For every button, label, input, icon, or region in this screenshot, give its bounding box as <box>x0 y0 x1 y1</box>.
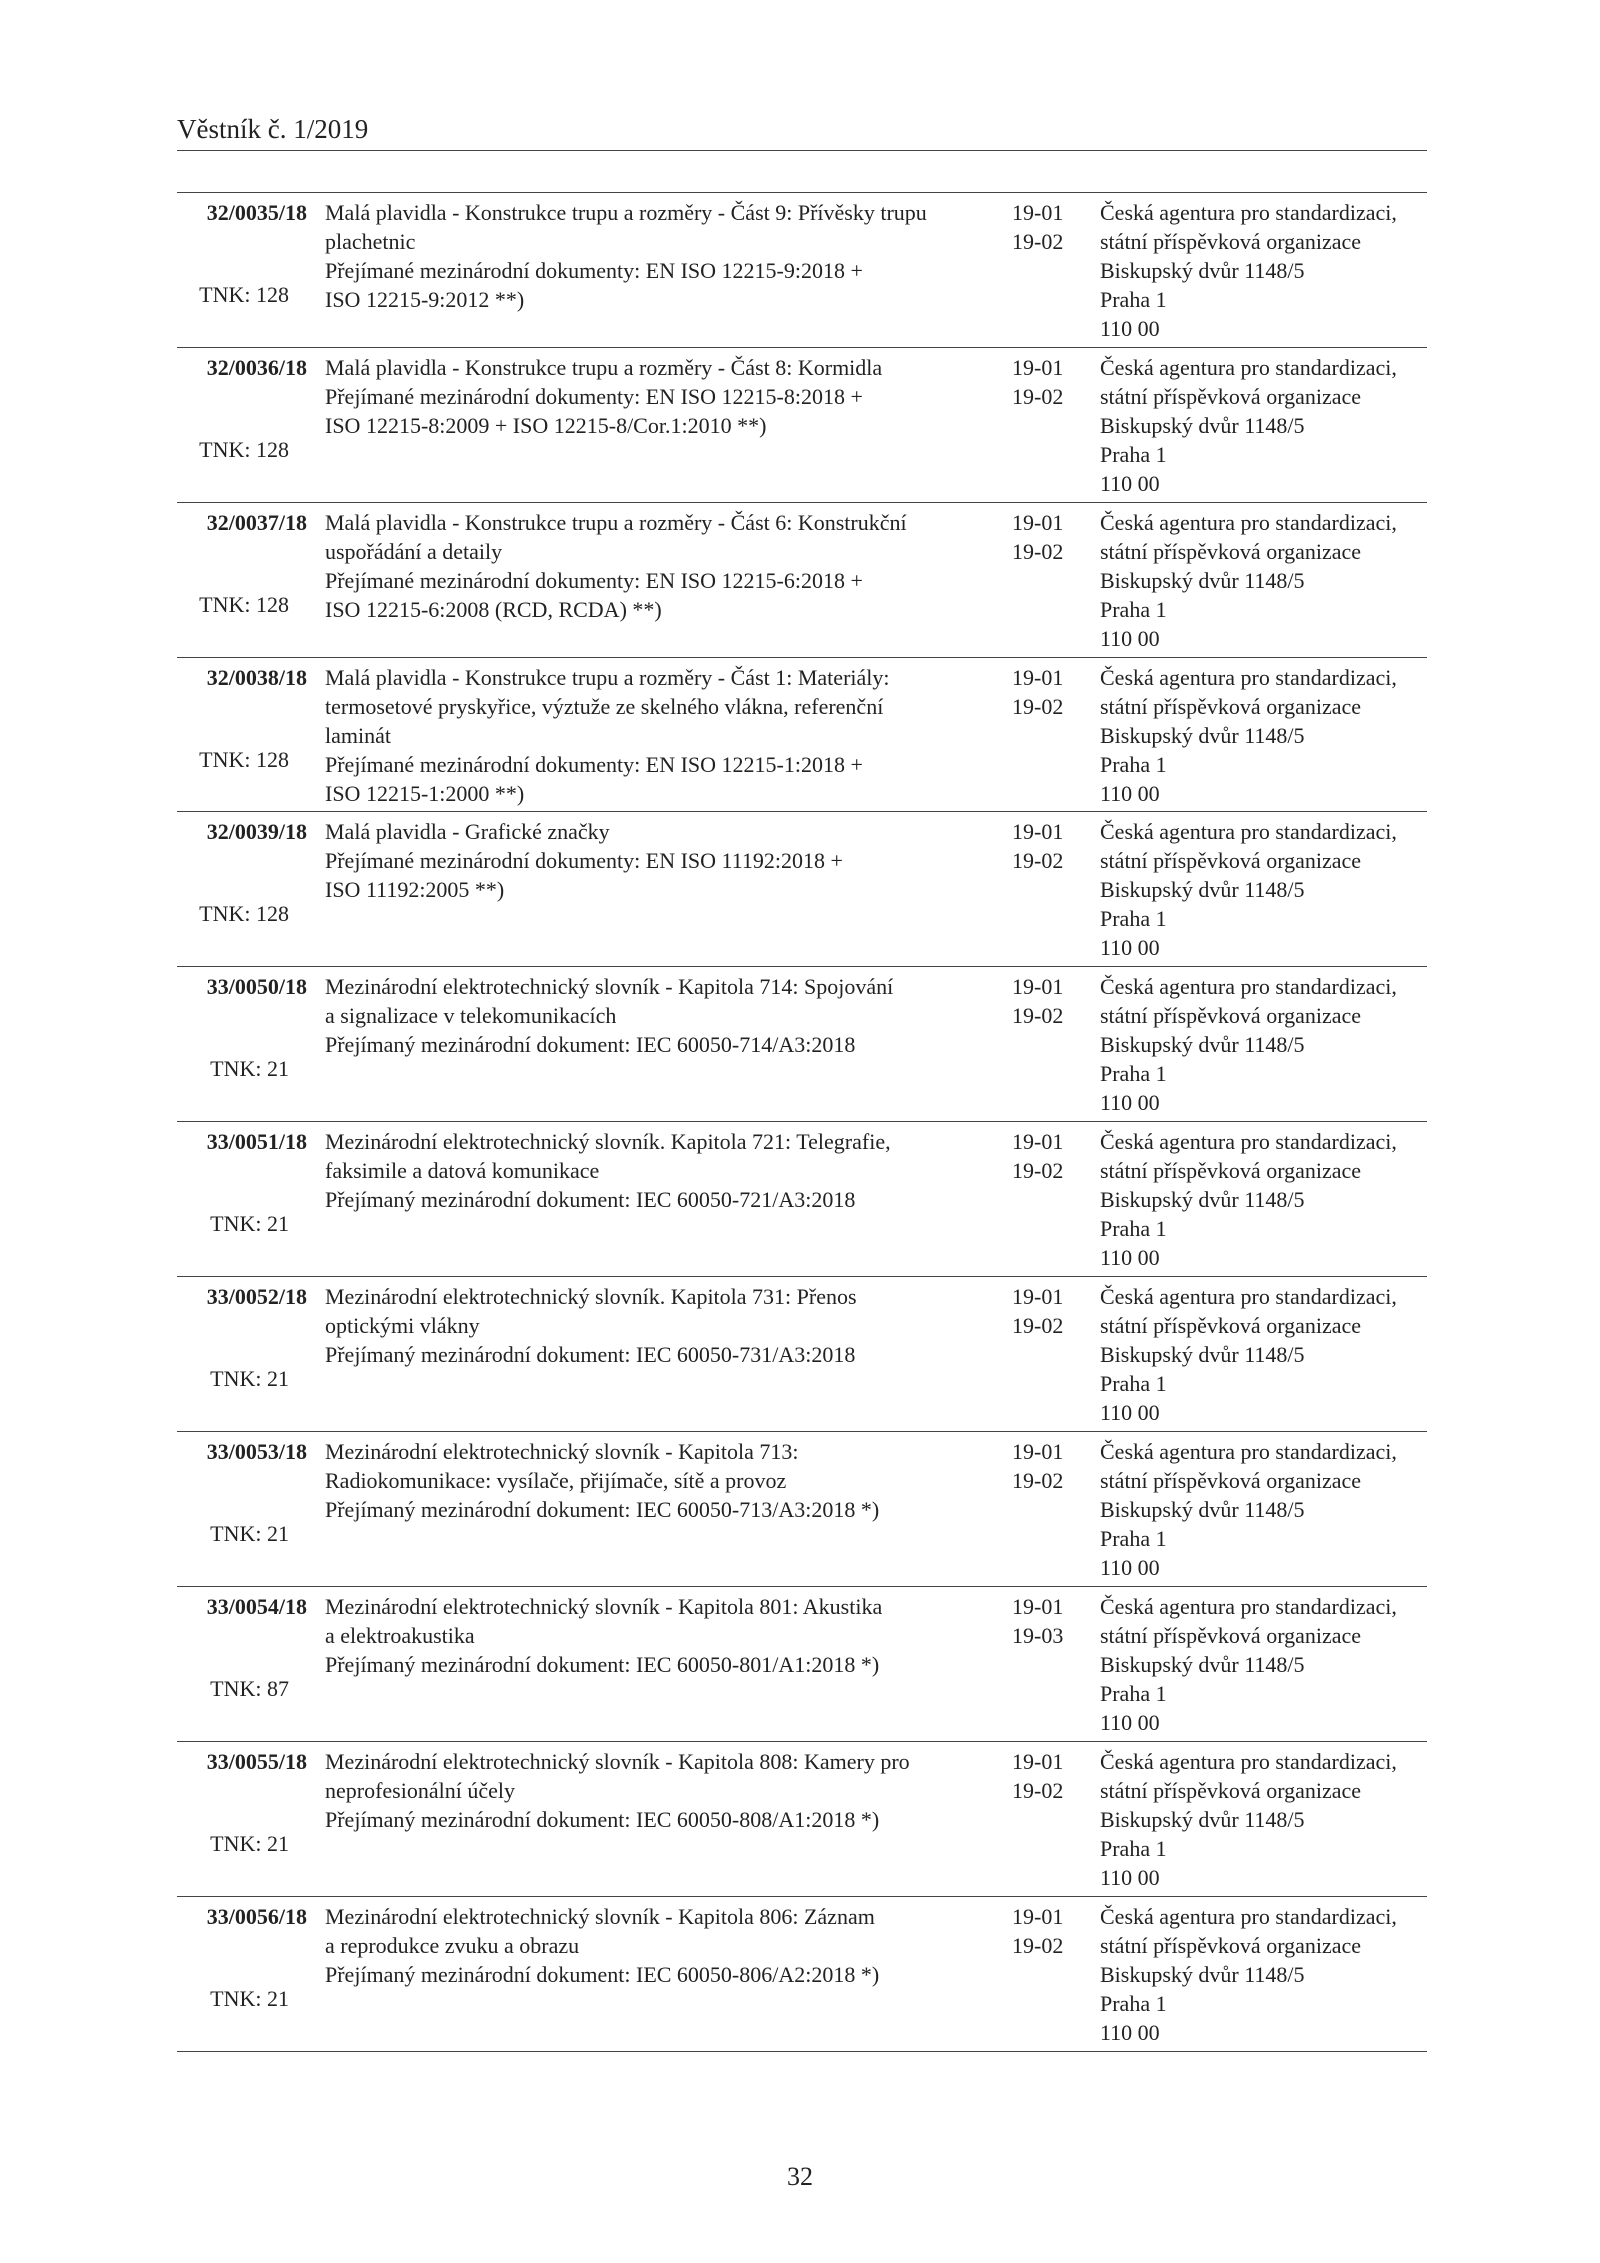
entry-title-line: plachetnic <box>325 229 416 254</box>
entry-organization-line: státní příspěvková organizace <box>1100 384 1362 409</box>
entry-title <box>325 198 927 314</box>
entry-organization-line: 110 00 <box>1100 935 1160 960</box>
entry-organization-line: 110 00 <box>1100 1555 1160 1580</box>
entry-organization-line: státní příspěvková organizace <box>1100 694 1362 719</box>
entry-title-line: a elektroakustika <box>325 1623 475 1648</box>
entry-organization-line: Česká agentura pro standardizaci, <box>1100 1594 1397 1619</box>
entry-organization-line: Biskupský dvůr 1148/5 <box>1100 568 1305 593</box>
entry-title-line: Malá plavidla - Grafické značky <box>325 819 610 844</box>
entry-organization-line: Biskupský dvůr 1148/5 <box>1100 258 1305 283</box>
entry-date: 19-01 <box>1012 1904 1064 1929</box>
entry-title-line: Přejímaný mezinárodní dokument: IEC 60050-714/A3:2018 <box>325 1032 856 1057</box>
entry-organization-line: Česká agentura pro standardizaci, <box>1100 1129 1397 1154</box>
entry-dates <box>1012 198 1082 256</box>
entry-number: 33/0051/18 <box>206 1129 307 1154</box>
entry-organization-line: Česká agentura pro standardizaci, <box>1100 510 1397 535</box>
entry-organization-line: Praha 1 <box>1100 442 1167 467</box>
entry-dates <box>1012 1592 1082 1650</box>
entry-number: 33/0053/18 <box>206 1439 307 1464</box>
entry-organization-line: státní příspěvková organizace <box>1100 1623 1362 1648</box>
table-row <box>177 1122 1427 1277</box>
entry-organization <box>1100 353 1430 498</box>
entry-tnk: TNK: 128 <box>199 437 289 462</box>
entry-title-line: ISO 12215-9:2012 **) <box>325 287 525 312</box>
entry-title-line: termosetové pryskyřice, výztuže ze skelného vlákna, referenční <box>325 694 884 719</box>
entry-dates <box>1012 972 1082 1030</box>
entry-number: 32/0036/18 <box>206 355 307 380</box>
entry-title-line: Malá plavidla - Konstrukce trupu a rozměry - Část 9: Přívěsky trupu <box>325 200 927 225</box>
entry-organization-line: Praha 1 <box>1100 287 1167 312</box>
entry-organization-line: státní příspěvková organizace <box>1100 1468 1362 1493</box>
entry-date: 19-02 <box>1012 229 1064 254</box>
entry-organization-line: 110 00 <box>1100 1400 1160 1425</box>
entry-number: 32/0037/18 <box>206 510 307 535</box>
entry-tnk: TNK: 128 <box>199 901 289 926</box>
entry-organization-line: Česká agentura pro standardizaci, <box>1100 200 1397 225</box>
entry-organization-line: 110 00 <box>1100 1090 1160 1115</box>
entry-title-line: Přejímané mezinárodní dokumenty: EN ISO 12215-8:2018 + <box>325 384 863 409</box>
entry-title-line: a signalizace v telekomunikacích <box>325 1003 617 1028</box>
entry-title-line: a reprodukce zvuku a obrazu <box>325 1933 580 1958</box>
entry-number: 33/0056/18 <box>206 1904 307 1929</box>
entry-title-line: ISO 12215-1:2000 **) <box>325 781 525 806</box>
entry-organization-line: 110 00 <box>1100 316 1160 341</box>
entry-dates <box>1012 1902 1082 1960</box>
entry-title-line: Přejímaný mezinárodní dokument: IEC 60050-801/A1:2018 *) <box>325 1652 880 1677</box>
entry-organization-line: státní příspěvková organizace <box>1100 229 1362 254</box>
entry-date: 19-01 <box>1012 1284 1064 1309</box>
entry-organization-line: Česká agentura pro standardizaci, <box>1100 355 1397 380</box>
entry-organization-line: Praha 1 <box>1100 1371 1167 1396</box>
entry-dates <box>1012 1747 1082 1805</box>
entry-organization <box>1100 1902 1430 2047</box>
entry-organization-line: Biskupský dvůr 1148/5 <box>1100 1497 1305 1522</box>
entry-title-line: neprofesionální účely <box>325 1778 515 1803</box>
entry-organization-line: Praha 1 <box>1100 1216 1167 1241</box>
entry-tnk: TNK: 21 <box>210 1521 289 1546</box>
entry-organization-line: 110 00 <box>1100 1710 1160 1735</box>
entry-organization-line: Česká agentura pro standardizaci, <box>1100 819 1397 844</box>
entry-dates <box>1012 353 1082 411</box>
entry-title-line: Přejímané mezinárodní dokumenty: EN ISO 11192:2018 + <box>325 848 843 873</box>
entry-title-line: Mezinárodní elektrotechnický slovník. Kapitola 731: Přenos <box>325 1284 857 1309</box>
entry-organization <box>1100 198 1430 343</box>
table-row <box>177 812 1427 967</box>
entry-organization-line: Biskupský dvůr 1148/5 <box>1100 723 1305 748</box>
entry-organization-line: státní příspěvková organizace <box>1100 1933 1362 1958</box>
entry-tnk: TNK: 87 <box>210 1676 289 1701</box>
entry-title-line: Mezinárodní elektrotechnický slovník - Kapitola 713: <box>325 1439 799 1464</box>
entry-organization-line: Česká agentura pro standardizaci, <box>1100 1904 1397 1929</box>
entry-organization <box>1100 972 1430 1117</box>
entry-title <box>325 1592 883 1679</box>
entry-date: 19-02 <box>1012 539 1064 564</box>
entry-date: 19-02 <box>1012 384 1064 409</box>
entry-date: 19-01 <box>1012 1129 1064 1154</box>
entry-tnk: TNK: 128 <box>199 282 289 307</box>
entry-title-line: faksimile a datová komunikace <box>325 1158 600 1183</box>
entry-date: 19-01 <box>1012 1594 1064 1619</box>
standards-table <box>177 192 1427 2052</box>
entry-date: 19-02 <box>1012 1158 1064 1183</box>
entry-organization-line: Biskupský dvůr 1148/5 <box>1100 1962 1305 1987</box>
entry-date: 19-02 <box>1012 694 1064 719</box>
entry-tnk: TNK: 21 <box>210 1831 289 1856</box>
entry-title-line: Mezinárodní elektrotechnický slovník - Kapitola 806: Záznam <box>325 1904 875 1929</box>
entry-organization-line: Praha 1 <box>1100 1836 1167 1861</box>
entry-title-line: Mezinárodní elektrotechnický slovník - Kapitola 808: Kamery pro <box>325 1749 910 1774</box>
entry-number: 32/0035/18 <box>206 200 307 225</box>
entry-organization-line: Praha 1 <box>1100 1526 1167 1551</box>
entry-organization-line: Biskupský dvůr 1148/5 <box>1100 1187 1305 1212</box>
entry-organization-line: Praha 1 <box>1100 752 1167 777</box>
page-number: 32 <box>787 2162 813 2191</box>
entry-title-line: uspořádání a detaily <box>325 539 503 564</box>
entry-date: 19-01 <box>1012 200 1064 225</box>
entry-date: 19-01 <box>1012 355 1064 380</box>
entry-organization-line: Česká agentura pro standardizaci, <box>1100 1439 1397 1464</box>
entry-title-line: Přejímaný mezinárodní dokument: IEC 60050-806/A2:2018 *) <box>325 1962 880 1987</box>
entry-organization-line: 110 00 <box>1100 471 1160 496</box>
entry-title-line: Mezinárodní elektrotechnický slovník. Kapitola 721: Telegrafie, <box>325 1129 891 1154</box>
bulletin-title: Věstník č. 1/2019 <box>177 114 369 144</box>
entry-organization-line: státní příspěvková organizace <box>1100 539 1362 564</box>
table-row <box>177 348 1427 503</box>
entry-title-line: Přejímaný mezinárodní dokument: IEC 60050-713/A3:2018 *) <box>325 1497 880 1522</box>
entry-organization-line: státní příspěvková organizace <box>1100 1158 1362 1183</box>
entry-title-line: Mezinárodní elektrotechnický slovník - Kapitola 714: Spojování <box>325 974 894 999</box>
entry-title <box>325 1437 880 1524</box>
entry-organization-line: Biskupský dvůr 1148/5 <box>1100 1032 1305 1057</box>
entry-organization-line: Praha 1 <box>1100 597 1167 622</box>
entry-tnk: TNK: 128 <box>199 592 289 617</box>
entry-title <box>325 972 894 1059</box>
entry-title-line: Přejímané mezinárodní dokumenty: EN ISO 12215-9:2018 + <box>325 258 863 283</box>
table-row <box>177 967 1427 1122</box>
entry-organization-line: Česká agentura pro standardizaci, <box>1100 974 1397 999</box>
entry-title-line: Malá plavidla - Konstrukce trupu a rozměry - Část 1: Materiály: <box>325 665 890 690</box>
entry-organization-line: státní příspěvková organizace <box>1100 1313 1362 1338</box>
entry-date: 19-02 <box>1012 1933 1064 1958</box>
entry-date: 19-02 <box>1012 1778 1064 1803</box>
entry-date: 19-02 <box>1012 1313 1064 1338</box>
entry-number: 33/0052/18 <box>206 1284 307 1309</box>
entry-organization-line: státní příspěvková organizace <box>1100 1778 1362 1803</box>
entry-title <box>325 1282 860 1369</box>
table-row <box>177 658 1427 812</box>
entry-title-line: laminát <box>325 723 391 748</box>
entry-tnk: TNK: 21 <box>210 1211 289 1236</box>
entry-dates <box>1012 1282 1082 1340</box>
table-row <box>177 1742 1427 1897</box>
entry-organization-line: státní příspěvková organizace <box>1100 1003 1362 1028</box>
entry-dates <box>1012 1127 1082 1185</box>
table-row <box>177 503 1427 658</box>
entry-organization-line: 110 00 <box>1100 781 1160 806</box>
entry-date: 19-02 <box>1012 1003 1064 1028</box>
entry-title-line: optickými vlákny <box>325 1313 480 1338</box>
table-row <box>177 1432 1427 1587</box>
entry-organization <box>1100 1127 1430 1272</box>
entry-organization-line: Praha 1 <box>1100 1061 1167 1086</box>
table-row <box>177 1897 1427 2052</box>
entry-tnk: TNK: 21 <box>210 1366 289 1391</box>
entry-organization <box>1100 663 1430 808</box>
entry-title-line: Mezinárodní elektrotechnický slovník - Kapitola 801: Akustika <box>325 1594 883 1619</box>
entry-title-line: Malá plavidla - Konstrukce trupu a rozměry - Část 6: Konstrukční <box>325 510 907 535</box>
entry-title-line: Přejímané mezinárodní dokumenty: EN ISO 12215-1:2018 + <box>325 752 863 777</box>
entry-date: 19-02 <box>1012 848 1064 873</box>
entry-date: 19-03 <box>1012 1623 1064 1648</box>
entry-title <box>325 353 883 440</box>
entry-title-line: ISO 11192:2005 **) <box>325 877 505 902</box>
entry-organization-line: Česká agentura pro standardizaci, <box>1100 1284 1397 1309</box>
entry-organization <box>1100 817 1430 962</box>
entry-tnk: TNK: 21 <box>210 1056 289 1081</box>
entry-organization <box>1100 1592 1430 1737</box>
entry-title-line: Přejímaný mezinárodní dokument: IEC 60050-731/A3:2018 <box>325 1342 856 1367</box>
entry-number: 32/0038/18 <box>206 665 307 690</box>
entry-date: 19-01 <box>1012 1439 1064 1464</box>
entry-organization-line: Biskupský dvůr 1148/5 <box>1100 1652 1305 1677</box>
entry-organization-line: Biskupský dvůr 1148/5 <box>1100 413 1305 438</box>
entry-number: 33/0054/18 <box>206 1594 307 1619</box>
entry-date: 19-01 <box>1012 510 1064 535</box>
entry-organization <box>1100 1747 1430 1892</box>
table-row <box>177 193 1427 348</box>
entry-title-line: Přejímaný mezinárodní dokument: IEC 60050-808/A1:2018 *) <box>325 1807 880 1832</box>
entry-date: 19-01 <box>1012 974 1064 999</box>
entry-title <box>325 1747 910 1834</box>
entry-organization-line: Praha 1 <box>1100 1991 1167 2016</box>
entry-title-line: Přejímané mezinárodní dokumenty: EN ISO 12215-6:2018 + <box>325 568 863 593</box>
entry-title <box>325 508 907 624</box>
entry-organization <box>1100 1437 1430 1582</box>
entry-organization-line: Biskupský dvůr 1148/5 <box>1100 1342 1305 1367</box>
entry-title-line: ISO 12215-8:2009 + ISO 12215-8/Cor.1:2010 **) <box>325 413 767 438</box>
entry-organization-line: 110 00 <box>1100 626 1160 651</box>
entry-title-line: ISO 12215-6:2008 (RCD, RCDA) **) <box>325 597 662 622</box>
entry-organization <box>1100 508 1430 653</box>
entry-number: 33/0055/18 <box>206 1749 307 1774</box>
entry-organization-line: Biskupský dvůr 1148/5 <box>1100 1807 1305 1832</box>
entry-organization-line: Praha 1 <box>1100 1681 1167 1706</box>
entry-title <box>325 1902 880 1989</box>
table-row <box>177 1277 1427 1432</box>
entry-dates <box>1012 508 1082 566</box>
entry-title <box>325 663 890 808</box>
entry-dates <box>1012 663 1082 721</box>
entry-date: 19-02 <box>1012 1468 1064 1493</box>
entry-tnk: TNK: 128 <box>199 747 289 772</box>
entry-number: 32/0039/18 <box>206 819 307 844</box>
entry-organization-line: Praha 1 <box>1100 906 1167 931</box>
entry-title <box>325 817 860 904</box>
entry-organization-line: Biskupský dvůr 1148/5 <box>1100 877 1305 902</box>
entry-title-line: Přejímaný mezinárodní dokument: IEC 60050-721/A3:2018 <box>325 1187 856 1212</box>
entry-organization-line: státní příspěvková organizace <box>1100 848 1362 873</box>
entry-organization-line: Česká agentura pro standardizaci, <box>1100 1749 1397 1774</box>
entry-date: 19-01 <box>1012 1749 1064 1774</box>
page-header <box>177 112 1427 151</box>
entry-title-line: Malá plavidla - Konstrukce trupu a rozměry - Část 8: Kormidla <box>325 355 883 380</box>
entry-organization <box>1100 1282 1430 1427</box>
entry-tnk: TNK: 21 <box>210 1986 289 2011</box>
entry-organization-line: 110 00 <box>1100 1865 1160 1890</box>
entry-number: 33/0050/18 <box>206 974 307 999</box>
entry-dates <box>1012 817 1082 875</box>
entry-dates <box>1012 1437 1082 1495</box>
entry-title <box>325 1127 891 1214</box>
entry-date: 19-01 <box>1012 665 1064 690</box>
entry-title-line: Radiokomunikace: vysílače, přijímače, sítě a provoz <box>325 1468 787 1493</box>
entry-organization-line: 110 00 <box>1100 1245 1160 1270</box>
entry-organization-line: 110 00 <box>1100 2020 1160 2045</box>
entry-date: 19-01 <box>1012 819 1064 844</box>
entry-organization-line: Česká agentura pro standardizaci, <box>1100 665 1397 690</box>
table-row <box>177 1587 1427 1742</box>
